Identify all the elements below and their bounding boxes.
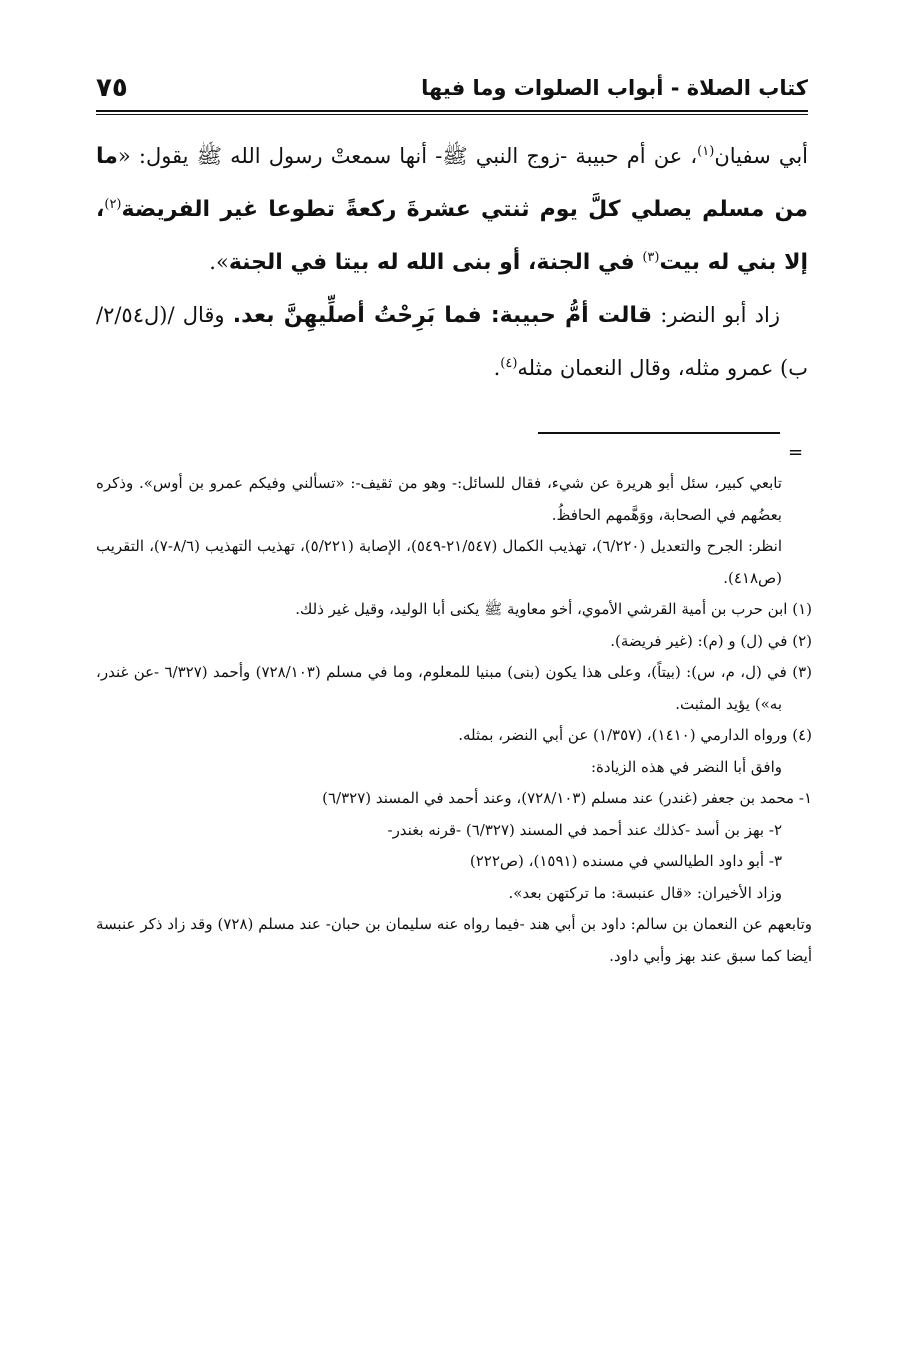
footnote-4-line: ١- محمد بن جعفر (غندر) عند مسلم (٧٢٨/١٠٣)، وعند أحمد في المسند (٦/٣٢٧) [322, 789, 812, 807]
footnote-ref-2: (٢) [104, 197, 122, 212]
main-text [96, 130, 808, 395]
footnote-4-line: وزاد الأخيران: «قال عنبسة: ما تركتهن بعد». [508, 883, 782, 902]
footnote-2: (٢) في (ل) و (م): (غير فريضة). [610, 631, 812, 650]
header-rule-thin [96, 114, 808, 115]
header-rule [96, 110, 808, 112]
hadith-text: في الجنة، أو بنى الله له بيتا في الجنة [228, 250, 643, 275]
footnote-4-line: ٢- بهز بن أسد -كذلك عند أحمد في المسند (٦/٣٢٧) -قرنه بغندر- [387, 820, 782, 839]
text-run: . [493, 356, 501, 380]
addition-text: قالت أمُّ حبيبة: فما بَرِحْتُ أصلِّيهِنَّ بعد. [232, 303, 653, 328]
text-run: وقال /(ل٢/٥٤/ب) عمرو مثله، وقال النعمان مثله [96, 303, 808, 380]
page-header [96, 70, 808, 106]
footnote-continuation: انظر: الجرح والتعديل (٦/٢٢٠)، تهذيب الكمال (٢١/٥٤٧-٥٤٩)، الإصابة (٥/٢٢١)، تهذيب التهذيب (٨/٦-٧)، التقريب (ص٤١٨). [96, 537, 783, 587]
footnotes [96, 468, 812, 972]
footnote-4-tail: وتابعهم عن النعمان بن سالم: داود بن أبي هند -فيما رواه عنه سليمان بن حبان- عند مسلم (٧٢٨) وقد زاد ذكر عنبسة أيضا كما سبق عند بهز وأبي داود. [96, 915, 813, 965]
text-run: ، عن أم حبيبة -زوج النبي ﷺ- أنها سمعتْ رسول الله ﷺ يقول: « [117, 144, 698, 168]
text-run: ». [209, 250, 229, 274]
footnote-ref-4: (٤) [500, 356, 518, 371]
footnote-4-line: وافق أبا النضر في هذه الزيادة: [590, 757, 782, 776]
text-run: أبي سفيان [714, 144, 809, 168]
hadith-text: ما من مسلم يصلي كلَّ يوم ثنتي عشرةَ ركعةً تطوعا غير الفريضة [96, 144, 808, 222]
footnote-continuation: تابعي كبير، سئل أبو هريرة عن شيء، فقال للسائل:- وهو من ثقيف-: «تسألني وفيكم عمرو بن أوس». وذكره بعضُهم في الصحابة، ووَهَّمهم الحافظُ. [96, 474, 782, 524]
footnote-ref-1: (١) [697, 144, 715, 159]
footnote-4: (٤) ورواه الدارمي (١٤١٠)، (١/٣٥٧) عن أبي النضر، بمثله. [458, 726, 812, 744]
page-number: ٧٥ [96, 73, 128, 103]
footnote-3: (٣) في (ل، م، س): (بيتاً)، وعلى هذا يكون (بنى) مبنيا للمعلوم، وما في مسلم (٧٢٨/١٠٣) وأحمد (٦/٣٢٧ -عن غندر، به») يؤيد المثبت. [96, 663, 812, 713]
hadith-paragraph [96, 130, 808, 289]
footnote-ref-3: (٣) [642, 250, 660, 265]
footnote-separator [538, 432, 780, 434]
addition-paragraph [96, 289, 808, 395]
hadith-text: ، إلا بني له بيت [96, 197, 808, 275]
running-title: كتاب الصلاة - أبواب الصلوات وما فيها [421, 76, 808, 100]
text-run: زاد أبو النضر: [652, 303, 780, 327]
footnote-4-line: ٣- أبو داود الطيالسي في مسنده (١٥٩١)، (ص٢٢٢) [469, 852, 782, 870]
footnote-1: (١) ابن حرب بن أمية القرشي الأموي، أخو معاوية ﷺ يكنى أبا الوليد، وقيل غير ذلك. [295, 600, 812, 618]
continuation-mark: = [788, 442, 804, 463]
